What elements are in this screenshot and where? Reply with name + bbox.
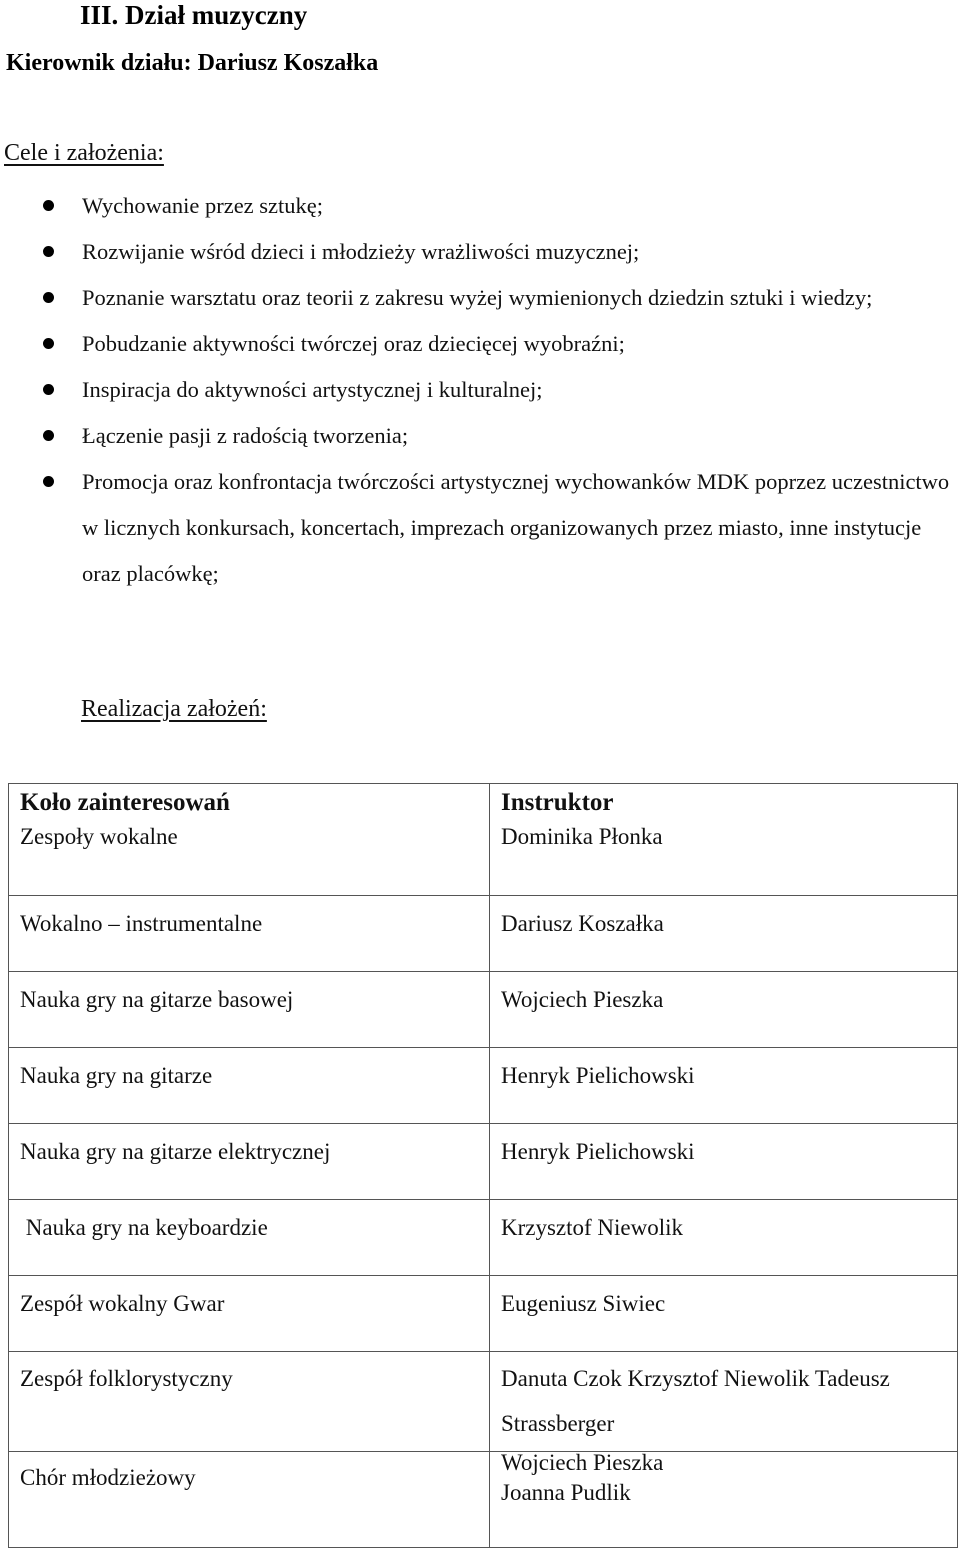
group-name: Zespół wokalny Gwar	[20, 1291, 225, 1316]
bullet-icon	[43, 338, 54, 349]
table-cell-instructor	[490, 896, 958, 972]
group-name: Zespół folklorystyczny	[20, 1366, 233, 1391]
table-cell-instructor	[490, 1048, 958, 1124]
table-cell-group	[9, 1276, 490, 1352]
group-name: Nauka gry na gitarze basowej	[20, 987, 294, 1012]
table-cell-instructor	[490, 784, 958, 896]
realization-heading: Realizacja założeń:	[81, 696, 267, 722]
instructor-name: Danuta Czok Krzysztof Niewolik Tadeusz Strassberger	[501, 1366, 890, 1436]
table-row	[9, 1276, 958, 1352]
table-row	[9, 1124, 958, 1200]
table-cell-instructor	[490, 972, 958, 1048]
table-row	[9, 784, 958, 896]
instructor-name: Henryk Pielichowski	[501, 1063, 695, 1088]
table-cell-instructor	[490, 1452, 958, 1548]
table-cell-group	[9, 1352, 490, 1452]
bullet-icon	[43, 246, 54, 257]
table-cell-group	[9, 1124, 490, 1200]
table-row	[9, 1048, 958, 1124]
table-cell-instructor	[490, 1352, 958, 1452]
table-row	[9, 1452, 958, 1548]
table-cell-instructor	[490, 1200, 958, 1276]
instructor-name: Krzysztof Niewolik	[501, 1215, 684, 1240]
goal-text: Łączenie pasji z radością tworzenia;	[82, 423, 409, 448]
bullet-icon	[43, 292, 54, 303]
table-cell-group	[9, 1200, 490, 1276]
table-row	[9, 1352, 958, 1452]
group-name: Nauka gry na gitarze elektrycznej	[20, 1139, 331, 1164]
group-name: Nauka gry na gitarze	[20, 1063, 213, 1088]
bullet-icon	[43, 200, 54, 211]
goal-item	[0, 183, 960, 229]
instructor-name: Wojciech Pieszka	[501, 987, 664, 1012]
goal-item	[0, 413, 960, 459]
table-cell-instructor	[490, 1124, 958, 1200]
instructor-name: Henryk Pielichowski	[501, 1139, 695, 1164]
instructor-name: Dominika Płonka	[501, 824, 663, 849]
goals-list	[0, 183, 960, 597]
table-cell-group	[9, 1452, 490, 1548]
goal-text: Pobudzanie aktywności twórczej oraz dziecięcej wyobraźni;	[82, 331, 625, 356]
goal-text: Promocja oraz konfrontacja twórczości artystycznej wychowanków MDK poprzez uczestnictwo w licznych konkursach, koncertach, imprezach organizowanych przez miasto, inne instytucje oraz placówkę;	[82, 469, 950, 586]
group-name: Nauka gry na keyboardzie	[20, 1215, 268, 1240]
table-cell-group	[9, 784, 490, 896]
goal-item	[0, 321, 960, 367]
goal-text: Inspiracja do aktywności artystycznej i kulturalnej;	[82, 377, 543, 402]
goal-text: Wychowanie przez sztukę;	[82, 193, 324, 218]
goal-text: Rozwijanie wśród dzieci i młodzieży wrażliwości muzycznej;	[82, 239, 640, 264]
table-cell-group	[9, 1048, 490, 1124]
goals-heading: Cele i założenia:	[4, 140, 164, 166]
table-row	[9, 896, 958, 972]
group-name: Chór młodzieżowy	[20, 1465, 196, 1490]
goal-item	[0, 229, 960, 275]
goal-item	[0, 367, 960, 413]
goal-item	[0, 275, 960, 321]
instructor-name: Wojciech Pieszka Joanna Pudlik	[501, 1450, 664, 1505]
department-manager: Kierownik działu: Dariusz Koszałka	[6, 50, 379, 76]
table-cell-instructor	[490, 1276, 958, 1352]
bullet-icon	[43, 430, 54, 441]
column-header-instructor: Instruktor	[501, 789, 614, 816]
group-name: Wokalno – instrumentalne	[20, 911, 263, 936]
group-name: Zespoły wokalne	[20, 824, 178, 849]
table-row	[9, 972, 958, 1048]
goal-item	[0, 459, 960, 597]
groups-table	[8, 783, 958, 1548]
bullet-icon	[43, 476, 54, 487]
instructor-name: Eugeniusz Siwiec	[501, 1291, 666, 1316]
instructor-name: Dariusz Koszałka	[501, 911, 664, 936]
table-cell-group	[9, 972, 490, 1048]
table-cell-group	[9, 896, 490, 972]
section-title: III. Dział muzyczny	[80, 0, 308, 30]
bullet-icon	[43, 384, 54, 395]
goal-text: Poznanie warsztatu oraz teorii z zakresu wyżej wymienionych dziedzin sztuki i wiedzy;	[82, 285, 873, 310]
table-row	[9, 1200, 958, 1276]
column-header-group: Koło zainteresowań	[20, 789, 230, 816]
